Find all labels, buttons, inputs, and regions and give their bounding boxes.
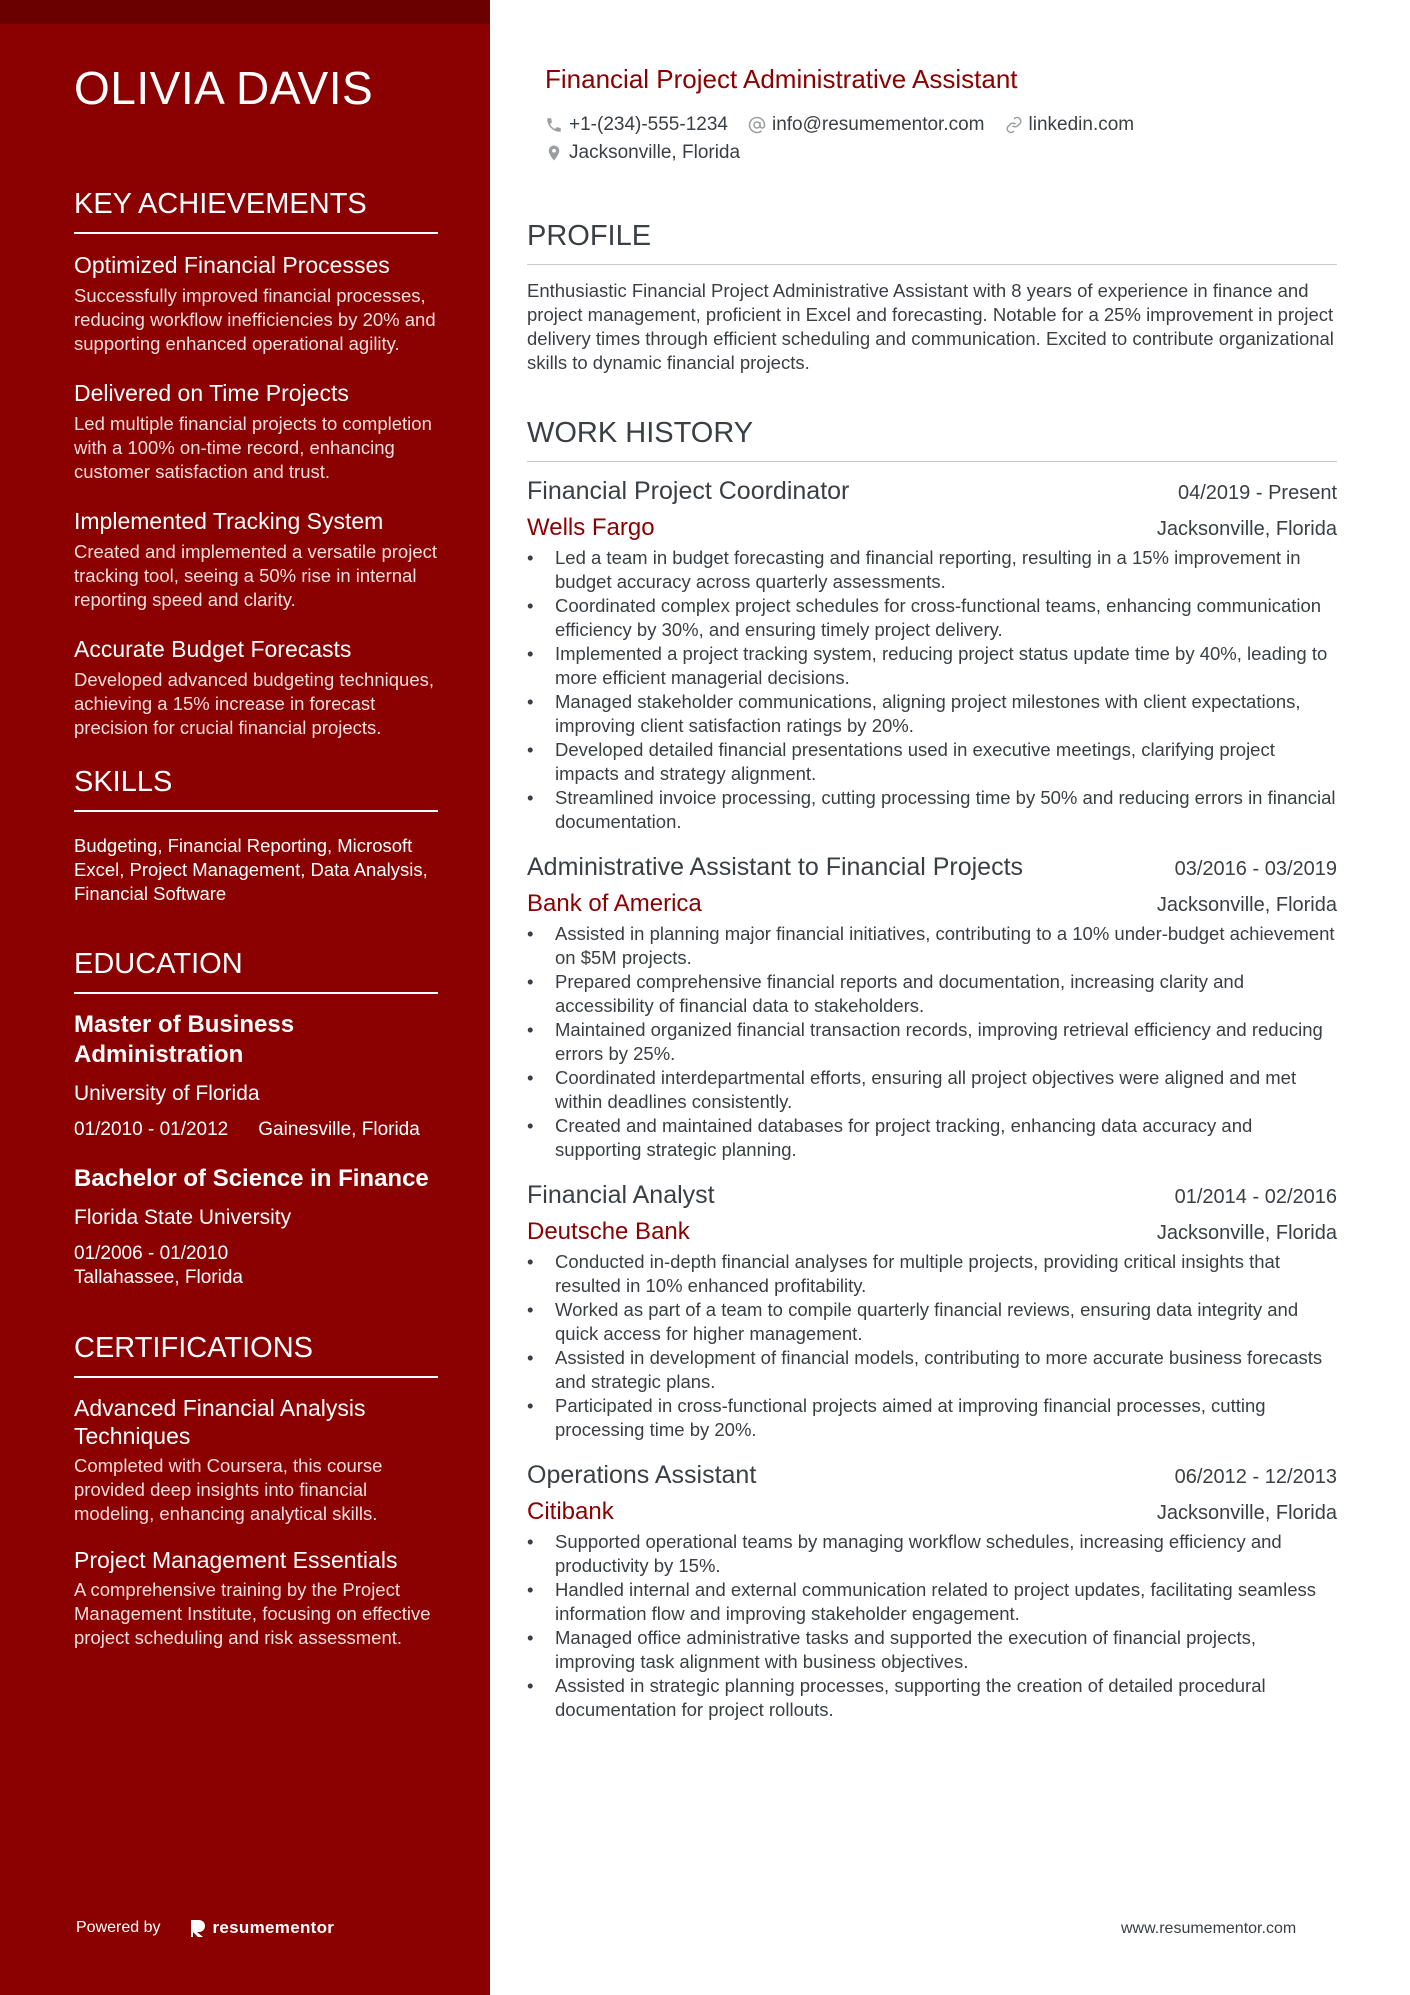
skills-heading: SKILLS [74, 764, 438, 812]
phone[interactable] [545, 114, 728, 136]
job-dates: 06/2012 - 12/2013 [1174, 1466, 1337, 1488]
brand-logo-icon [189, 1918, 207, 1938]
job-header [527, 1458, 1337, 1492]
job-bullet: • Streamlined invoice processing, cutting processing time by 50% and reducing errors in financial documentation. [527, 786, 1337, 834]
degree: Bachelor of Science in Finance [74, 1165, 429, 1192]
certifications-heading: CERTIFICATIONS [74, 1330, 438, 1378]
brand-name: resumementor [212, 1918, 335, 1937]
job-bullet: • Coordinated complex project schedules for cross-functional teams, enhancing communication efficiency by 30%, and ensuring timely project delivery. [527, 594, 1337, 642]
achievement-title: Delivered on Time Projects [74, 380, 349, 406]
job-role: Financial Project Coordinator [527, 477, 850, 505]
job-bullet: • Participated in cross-functional projects aimed at improving financial processes, cutting processing time by 20%. [527, 1394, 1337, 1442]
location [545, 142, 740, 164]
school: Florida State University [74, 1206, 292, 1229]
certification-title: Project Management Essentials [74, 1547, 398, 1573]
job-entry [527, 1178, 1337, 1442]
job-header [527, 474, 1337, 508]
job-role: Operations Assistant [527, 1461, 757, 1489]
job-bullet: • Supported operational teams by managing workflow schedules, increasing efficiency and productivity by 15%. [527, 1530, 1337, 1578]
job-dates: 04/2019 - Present [1178, 482, 1337, 504]
job-company: Bank of America [527, 890, 702, 917]
phone-text: +1-(234)-555-1234 [569, 114, 728, 135]
job-entry [527, 1458, 1337, 1722]
at-icon [748, 116, 766, 134]
sidebar-content [74, 58, 438, 1670]
profile-section [527, 218, 1337, 375]
link-icon [1005, 116, 1023, 134]
profile-heading: PROFILE [527, 218, 1337, 265]
education-meta [74, 1118, 438, 1142]
job-bullets [527, 1250, 1337, 1442]
job-bullet: • Maintained organized financial transaction records, improving retrieval efficiency and reducing errors by 25%. [527, 1018, 1337, 1066]
achievement-desc: Led multiple financial projects to completion with a 100% on-time record, enhancing customer satisfaction and trust. [74, 413, 432, 482]
job-location: Jacksonville, Florida [1156, 1502, 1337, 1524]
job-bullet: • Led a team in budget forecasting and financial reporting, resulting in a 15% improvement in budget accuracy across quarterly assessments. [527, 546, 1337, 594]
job-company: Citibank [527, 1498, 614, 1525]
linkedin-text: linkedin.com [1028, 114, 1135, 135]
job-role: Financial Analyst [527, 1181, 715, 1209]
job-bullet: • Created and maintained databases for project tracking, enhancing data accuracy and supporting strategic planning. [527, 1114, 1337, 1162]
job-bullet: • Assisted in development of financial models, contributing to more accurate business forecasts and strategic plans. [527, 1346, 1337, 1394]
job-bullet: • Conducted in-depth financial analyses for multiple projects, providing critical insights that resulted in 10% enhanced profitability. [527, 1250, 1337, 1298]
email[interactable] [748, 114, 985, 136]
education-dates: 01/2006 - 01/2010 [74, 1243, 229, 1264]
education-location: Gainesville, Florida [258, 1119, 420, 1140]
job-subheader [527, 888, 1337, 920]
certifications-section [74, 1330, 438, 1650]
achievement-desc: Created and implemented a versatile project tracking tool, seeing a 50% rise in internal reporting speed and clarity. [74, 541, 437, 610]
footer-url[interactable]: www.resumementor.com [1121, 1920, 1297, 1937]
jobs-list [527, 474, 1337, 1722]
sidebar [0, 0, 490, 1995]
certification-item [74, 1394, 438, 1526]
job-subheader [527, 1496, 1337, 1528]
job-bullet: • Implemented a project tracking system, reducing project status update time by 40%, leading to more efficient managerial decisions. [527, 642, 1337, 690]
powered-by-label: Powered by [76, 1919, 161, 1936]
candidate-name: OLIVIA DAVIS [74, 62, 374, 114]
job-bullet: • Developed detailed financial presentations used in executive meetings, clarifying project impacts and strategy alignment. [527, 738, 1337, 786]
job-bullets [527, 1530, 1337, 1722]
brand-logo[interactable] [189, 1918, 335, 1938]
contact-row [545, 140, 1315, 166]
job-bullet: • Assisted in planning major financial initiatives, contributing to a 10% under-budget achievement on $5M projects. [527, 922, 1337, 970]
education-item [74, 1010, 438, 1142]
skills-section [74, 764, 438, 906]
powered-by [76, 1918, 334, 1938]
skills-list: Budgeting, Financial Reporting, Microsoft Excel, Project Management, Data Analysis, Financial Software [74, 835, 428, 904]
job-location: Jacksonville, Florida [1156, 894, 1337, 916]
work-history-heading: WORK HISTORY [527, 415, 1337, 462]
job-subheader [527, 512, 1337, 544]
achievement-item [74, 250, 438, 356]
job-subheader [527, 1216, 1337, 1248]
achievement-desc: Successfully improved financial processes, reducing workflow inefficiencies by 20% and supporting enhanced operational agility. [74, 285, 436, 354]
sidebar-top-band [0, 0, 490, 24]
job-bullet: • Managed stakeholder communications, aligning project milestones with client expectations, improving client satisfaction ratings by 20%. [527, 690, 1337, 738]
job-dates: 01/2014 - 02/2016 [1174, 1186, 1337, 1208]
job-bullet: • Handled internal and external communication related to project updates, facilitating seamless information flow and improving stakeholder engagement. [527, 1578, 1337, 1626]
degree: Master of Business Administration [74, 1011, 295, 1068]
achievement-title: Implemented Tracking System [74, 508, 384, 534]
job-company: Wells Fargo [527, 514, 655, 541]
certification-item [74, 1546, 438, 1650]
education-heading: EDUCATION [74, 946, 438, 994]
job-role: Administrative Assistant to Financial Projects [527, 853, 1024, 881]
email-text: info@resumementor.com [771, 114, 985, 135]
location-text: Jacksonville, Florida [569, 142, 741, 163]
phone-icon [545, 116, 563, 134]
certification-desc: A comprehensive training by the Project Management Institute, focusing on effective project scheduling and risk assessment. [74, 1579, 431, 1648]
achievement-desc: Developed advanced budgeting techniques, achieving a 15% increase in forecast precision for crucial financial projects. [74, 669, 435, 738]
job-bullet: • Managed office administrative tasks and supported the execution of financial projects, improving task alignment with business objectives. [527, 1626, 1337, 1674]
contact-block [545, 112, 1315, 166]
education-dates: 01/2010 - 01/2012 [74, 1119, 229, 1140]
job-header [527, 1178, 1337, 1212]
achievements-heading: KEY ACHIEVEMENTS [74, 186, 438, 234]
job-bullets [527, 546, 1337, 834]
job-location: Jacksonville, Florida [1156, 1222, 1337, 1244]
job-location: Jacksonville, Florida [1156, 518, 1337, 540]
school: University of Florida [74, 1082, 260, 1105]
location-pin-icon [545, 143, 563, 163]
certification-title: Advanced Financial Analysis Techniques [74, 1395, 366, 1449]
job-bullet: • Coordinated interdepartmental efforts, ensuring all project objectives were aligned and met within deadlines consistently. [527, 1066, 1337, 1114]
job-bullet: • Assisted in strategic planning processes, supporting the creation of detailed procedural documentation for project rollouts. [527, 1674, 1337, 1722]
achievement-item [74, 378, 438, 484]
job-dates: 03/2016 - 03/2019 [1174, 858, 1337, 880]
job-entry [527, 850, 1337, 1162]
achievement-item [74, 506, 438, 612]
achievements-section [74, 186, 438, 740]
achievement-title: Optimized Financial Processes [74, 252, 390, 278]
education-item [74, 1164, 438, 1290]
education-section [74, 946, 438, 1290]
contact-row [545, 112, 1315, 138]
job-company: Deutsche Bank [527, 1218, 690, 1245]
work-history-section [527, 415, 1337, 1722]
achievement-title: Accurate Budget Forecasts [74, 636, 352, 662]
achievement-item [74, 634, 438, 740]
job-bullet: • Prepared comprehensive financial reports and documentation, increasing clarity and accessibility of financial data to stakeholders. [527, 970, 1337, 1018]
job-bullets [527, 922, 1337, 1162]
linkedin[interactable] [1005, 114, 1135, 136]
job-bullet: • Worked as part of a team to compile quarterly financial reviews, ensuring data integrity and quick access for higher management. [527, 1298, 1337, 1346]
job-title: Financial Project Administrative Assistant [545, 64, 1018, 94]
education-location: Tallahassee, Florida [74, 1267, 243, 1288]
certification-desc: Completed with Coursera, this course provided deep insights into financial modeling, enhancing analytical skills. [74, 1455, 383, 1524]
job-entry [527, 474, 1337, 834]
profile-summary: Enthusiastic Financial Project Administrative Assistant with 8 years of experience in finance and project management, proficient in Excel and forecasting. Notable for a 25% improvement in project delivery times through efficient scheduling and communication. Excited to contribute organizational skills to dynamic financial projects. [527, 280, 1334, 373]
job-header [527, 850, 1337, 884]
